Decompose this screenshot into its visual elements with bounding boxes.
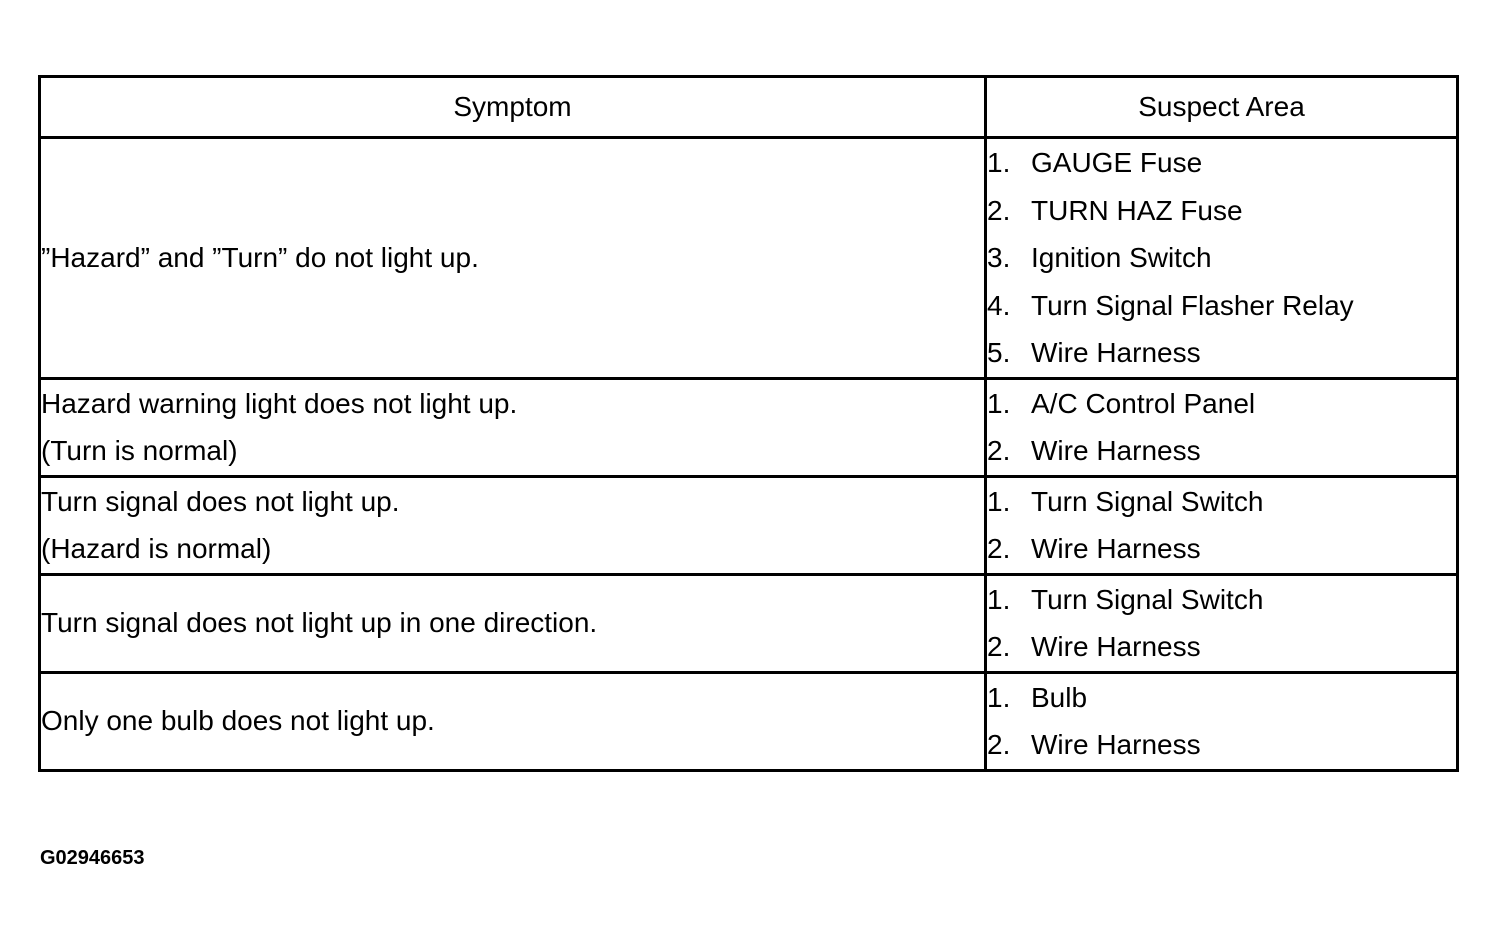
item-number: 3. — [987, 242, 1011, 273]
figure-code: G02946653 — [40, 847, 145, 869]
item-number: 5. — [987, 337, 1011, 368]
list-item — [987, 380, 1456, 428]
item-text: Wire Harness — [1031, 533, 1201, 564]
item-text: Wire Harness — [1031, 729, 1201, 760]
item-number: 2. — [987, 729, 1011, 760]
item-text: GAUGE Fuse — [1031, 147, 1203, 178]
list-item — [987, 721, 1456, 769]
suspect-area-cell — [986, 476, 1458, 574]
symptom-cell — [40, 476, 986, 574]
list-item — [987, 329, 1456, 377]
suspect-area-cell — [986, 672, 1458, 770]
item-text: Turn Signal Switch — [1031, 583, 1264, 615]
item-text: TURN HAZ Fuse — [1031, 194, 1243, 226]
list-item — [987, 674, 1456, 722]
item-text: Turn Signal Switch — [1031, 485, 1264, 517]
list-item — [987, 234, 1456, 282]
symptom-text: Turn signal does not light up in one direction. — [41, 607, 598, 639]
symptom-table — [38, 75, 1459, 772]
symptom-cell — [40, 672, 986, 770]
list-item — [987, 623, 1456, 671]
symptom-text: ”Hazard” and ”Turn” do not light up. — [41, 242, 479, 273]
suspect-area-cell — [986, 138, 1458, 379]
list-item — [987, 139, 1456, 187]
header-symptom: Symptom — [40, 77, 986, 138]
list-item — [987, 478, 1456, 526]
symptom-text: Turn signal does not light up. — [41, 485, 400, 517]
table-row — [40, 476, 1458, 574]
item-number: 2. — [987, 533, 1011, 564]
item-number: 1. — [987, 387, 1011, 419]
list-item — [987, 576, 1456, 624]
item-text: Wire Harness — [1031, 435, 1201, 466]
table-row — [40, 672, 1458, 770]
item-text: Wire Harness — [1031, 337, 1201, 368]
item-number: 1. — [987, 485, 1011, 517]
suspect-area-list — [987, 576, 1456, 671]
suspect-area-list — [987, 380, 1456, 475]
header-suspect-area: Suspect Area — [986, 77, 1458, 138]
table-row — [40, 138, 1458, 379]
item-number: 1. — [987, 147, 1011, 178]
symptom-cell — [40, 378, 986, 476]
list-item — [987, 427, 1456, 475]
symptom-cell — [40, 574, 986, 672]
symptom-text: Hazard warning light does not light up. — [41, 387, 518, 419]
item-number: 4. — [987, 289, 1011, 321]
suspect-area-cell — [986, 574, 1458, 672]
item-text: Bulb — [1031, 681, 1088, 713]
list-item — [987, 187, 1456, 235]
table-header-row — [40, 77, 1458, 138]
item-text: A/C Control Panel — [1031, 387, 1256, 419]
suspect-area-list — [987, 478, 1456, 573]
list-item — [987, 525, 1456, 573]
item-number: 2. — [987, 194, 1011, 226]
suspect-area-list — [987, 674, 1456, 769]
item-number: 2. — [987, 435, 1011, 466]
item-number: 2. — [987, 631, 1011, 662]
symptom-cell — [40, 138, 986, 379]
table-row — [40, 574, 1458, 672]
item-number: 1. — [987, 681, 1011, 713]
item-text: Wire Harness — [1031, 631, 1201, 662]
symptom-text: Only one bulb does not light up. — [41, 705, 435, 737]
suspect-area-list — [987, 139, 1456, 377]
item-number: 1. — [987, 583, 1011, 615]
item-text: Ignition Switch — [1031, 242, 1212, 273]
symptom-note: (Hazard is normal) — [41, 533, 272, 564]
symptom-note: (Turn is normal) — [41, 435, 238, 466]
item-text: Turn Signal Flasher Relay — [1031, 289, 1354, 321]
list-item — [987, 282, 1456, 330]
suspect-area-cell — [986, 378, 1458, 476]
table-row — [40, 378, 1458, 476]
